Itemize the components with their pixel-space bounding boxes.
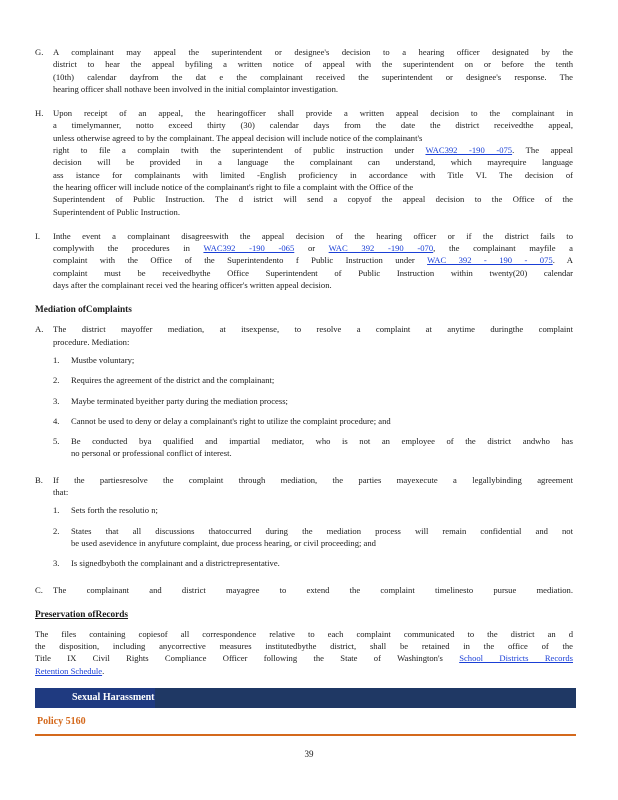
text-line: Retention Schedule. (35, 665, 105, 676)
list-item: 5. Be conducted bya qualified and impartial mediator, who is not an employee of the district andwho has no personal or professional conflict of interest. (53, 436, 573, 459)
text-line: The files containing copiesof all correspondence relative to each complaint communicated to the district an d (35, 628, 573, 639)
list-item: 4. Cannot be used to deny or delay a complainant's right to utilize the complaint procedure; and (53, 415, 391, 426)
list-item: 3. Maybe terminated byeither party during the mediation process; (53, 395, 288, 406)
records-link[interactable]: School Districts Records (459, 653, 573, 664)
section-banner (35, 688, 576, 708)
text-line: Inthe event a complainant disagreeswith the appeal decision of the hearing officer or if the district fails to (53, 230, 573, 241)
list-item: 2. Requires the agreement of the district and the complainant; (53, 375, 275, 386)
paragraph-h (35, 107, 573, 218)
list-item: 1. Mustbe voluntary; (53, 354, 135, 365)
divider (35, 734, 576, 736)
text-line: ass istance for complainants with limited -English proficiency in accordance with Title VI. The decision of (53, 169, 573, 180)
list-item: 3. Is signedbyboth the complainant and a districtrepresentative. (53, 558, 280, 569)
text-line: district to hear the appeal byfiling a written notice of appeal with the superintendent on or before the tenth (53, 59, 573, 70)
paragraph-g (35, 46, 573, 95)
text-line: hearing officer shall nothave been involved in the initial complaintor investigation. (53, 83, 339, 94)
text-line: complywith the procedures in WAC392 -190 -065 or WAC 392 -190 -070, the complainant mayfile a (53, 243, 573, 254)
wac-link[interactable]: WAC 392 -190 -070 (328, 243, 434, 254)
document-body (35, 46, 573, 689)
text-line: Superintendent of Public Instruction. (53, 206, 180, 217)
paragraph-preservation (35, 628, 573, 677)
policy-number: Policy 5160 (37, 716, 86, 727)
text-line: days after the complainant recei ved the hearing officer's written appeal decision. (53, 280, 332, 291)
retention-schedule-link[interactable]: Retention Schedule (35, 665, 103, 676)
text-line: (10th) calendar dayfrom the dat e the complainant received the superintendent or designee's response. The (53, 71, 573, 82)
list-item: 1. Sets forth the resolutio n; (53, 505, 158, 516)
text-line: The complainant and district mayagree to extend the complaint timelinesto pursue mediation. (53, 584, 573, 595)
banner-title: Sexual Harassment (72, 692, 155, 703)
text-line: the hearing officer will include notice of the complainant's right to file a complaint with the Office of the (53, 181, 414, 192)
paragraph-label: H. (35, 108, 44, 119)
section-heading-preservation: Preservation ofRecords (35, 609, 129, 620)
paragraph-a (35, 323, 573, 348)
text-line: unless otherwise agreed to by the complainant. The appeal decision will include notice of the complainant's (53, 132, 423, 143)
text-line: complaint with the Office of the Superintendento f Public Instruction under WAC 392 - 190 - 075. A (53, 255, 573, 266)
paragraph-label: A. (35, 324, 44, 335)
text-line: the disposition, including anycorrective measures institutedbythe district, shall be retained in the office of the (35, 641, 573, 652)
list-item: 2. States that all discussions thatoccurred during the mediation process will remain confidential and not be used asevidence in anyfuture complaint, due process hearing, or civil proceeding; and (53, 525, 573, 548)
text-line: right to file a complain twith the superintendent of public instruction under WAC392 -190 -075. The appeal (53, 145, 573, 156)
text-line: A complainant may appeal the superintendent or designee's decision to a hearing officer designated by the (53, 47, 573, 57)
text-line: complaint must be receivedbythe Office Superintendent of Public Instruction within twenty(20) calendar (53, 267, 573, 278)
wac-link[interactable]: WAC392 -190 -065 (203, 243, 295, 254)
paragraph-label: I. (35, 230, 41, 241)
text-line: that: (53, 487, 69, 498)
text-line: Upon receipt of an appeal, the hearingofficer shall provide a written appeal decision to the complainant in (53, 108, 573, 119)
wac-link[interactable]: WAC392 -190 -075 (425, 145, 513, 156)
paragraph-c (35, 584, 573, 596)
paragraph-i (35, 230, 573, 291)
paragraph-label: B. (35, 474, 43, 485)
text-line: decision will be provided in a language the complainant can understand, which mayrequire language (53, 157, 573, 168)
text-line: If the partiesresolve the complaint through mediation, the parties mayexecute a legallybinding agreement (53, 474, 573, 485)
paragraph-label: G. (35, 47, 44, 57)
text-line: Superintendent of Public Instruction. The d istrict will send a copyof the appeal decision to the Office of the (53, 194, 573, 205)
page-number: 39 (304, 749, 314, 759)
text-line: The district mayoffer mediation, at itsexpense, to resolve a complaint at anytime duringthe complaint (53, 324, 573, 335)
text-line: Title IX Civil Rights Compliance Officer following the State of Washington's School Districts Records (35, 653, 573, 664)
text-line: procedure. Mediation: (53, 336, 130, 347)
section-heading-mediation: Mediation ofComplaints (35, 305, 132, 316)
paragraph-b (35, 474, 573, 499)
text-line: a timelymanner, notto exceed thirty (30) calendar days from the date the district receivedthe appeal, (53, 120, 573, 131)
wac-link[interactable]: WAC 392 - 190 - 075 (427, 255, 553, 266)
paragraph-label: C. (35, 584, 43, 595)
